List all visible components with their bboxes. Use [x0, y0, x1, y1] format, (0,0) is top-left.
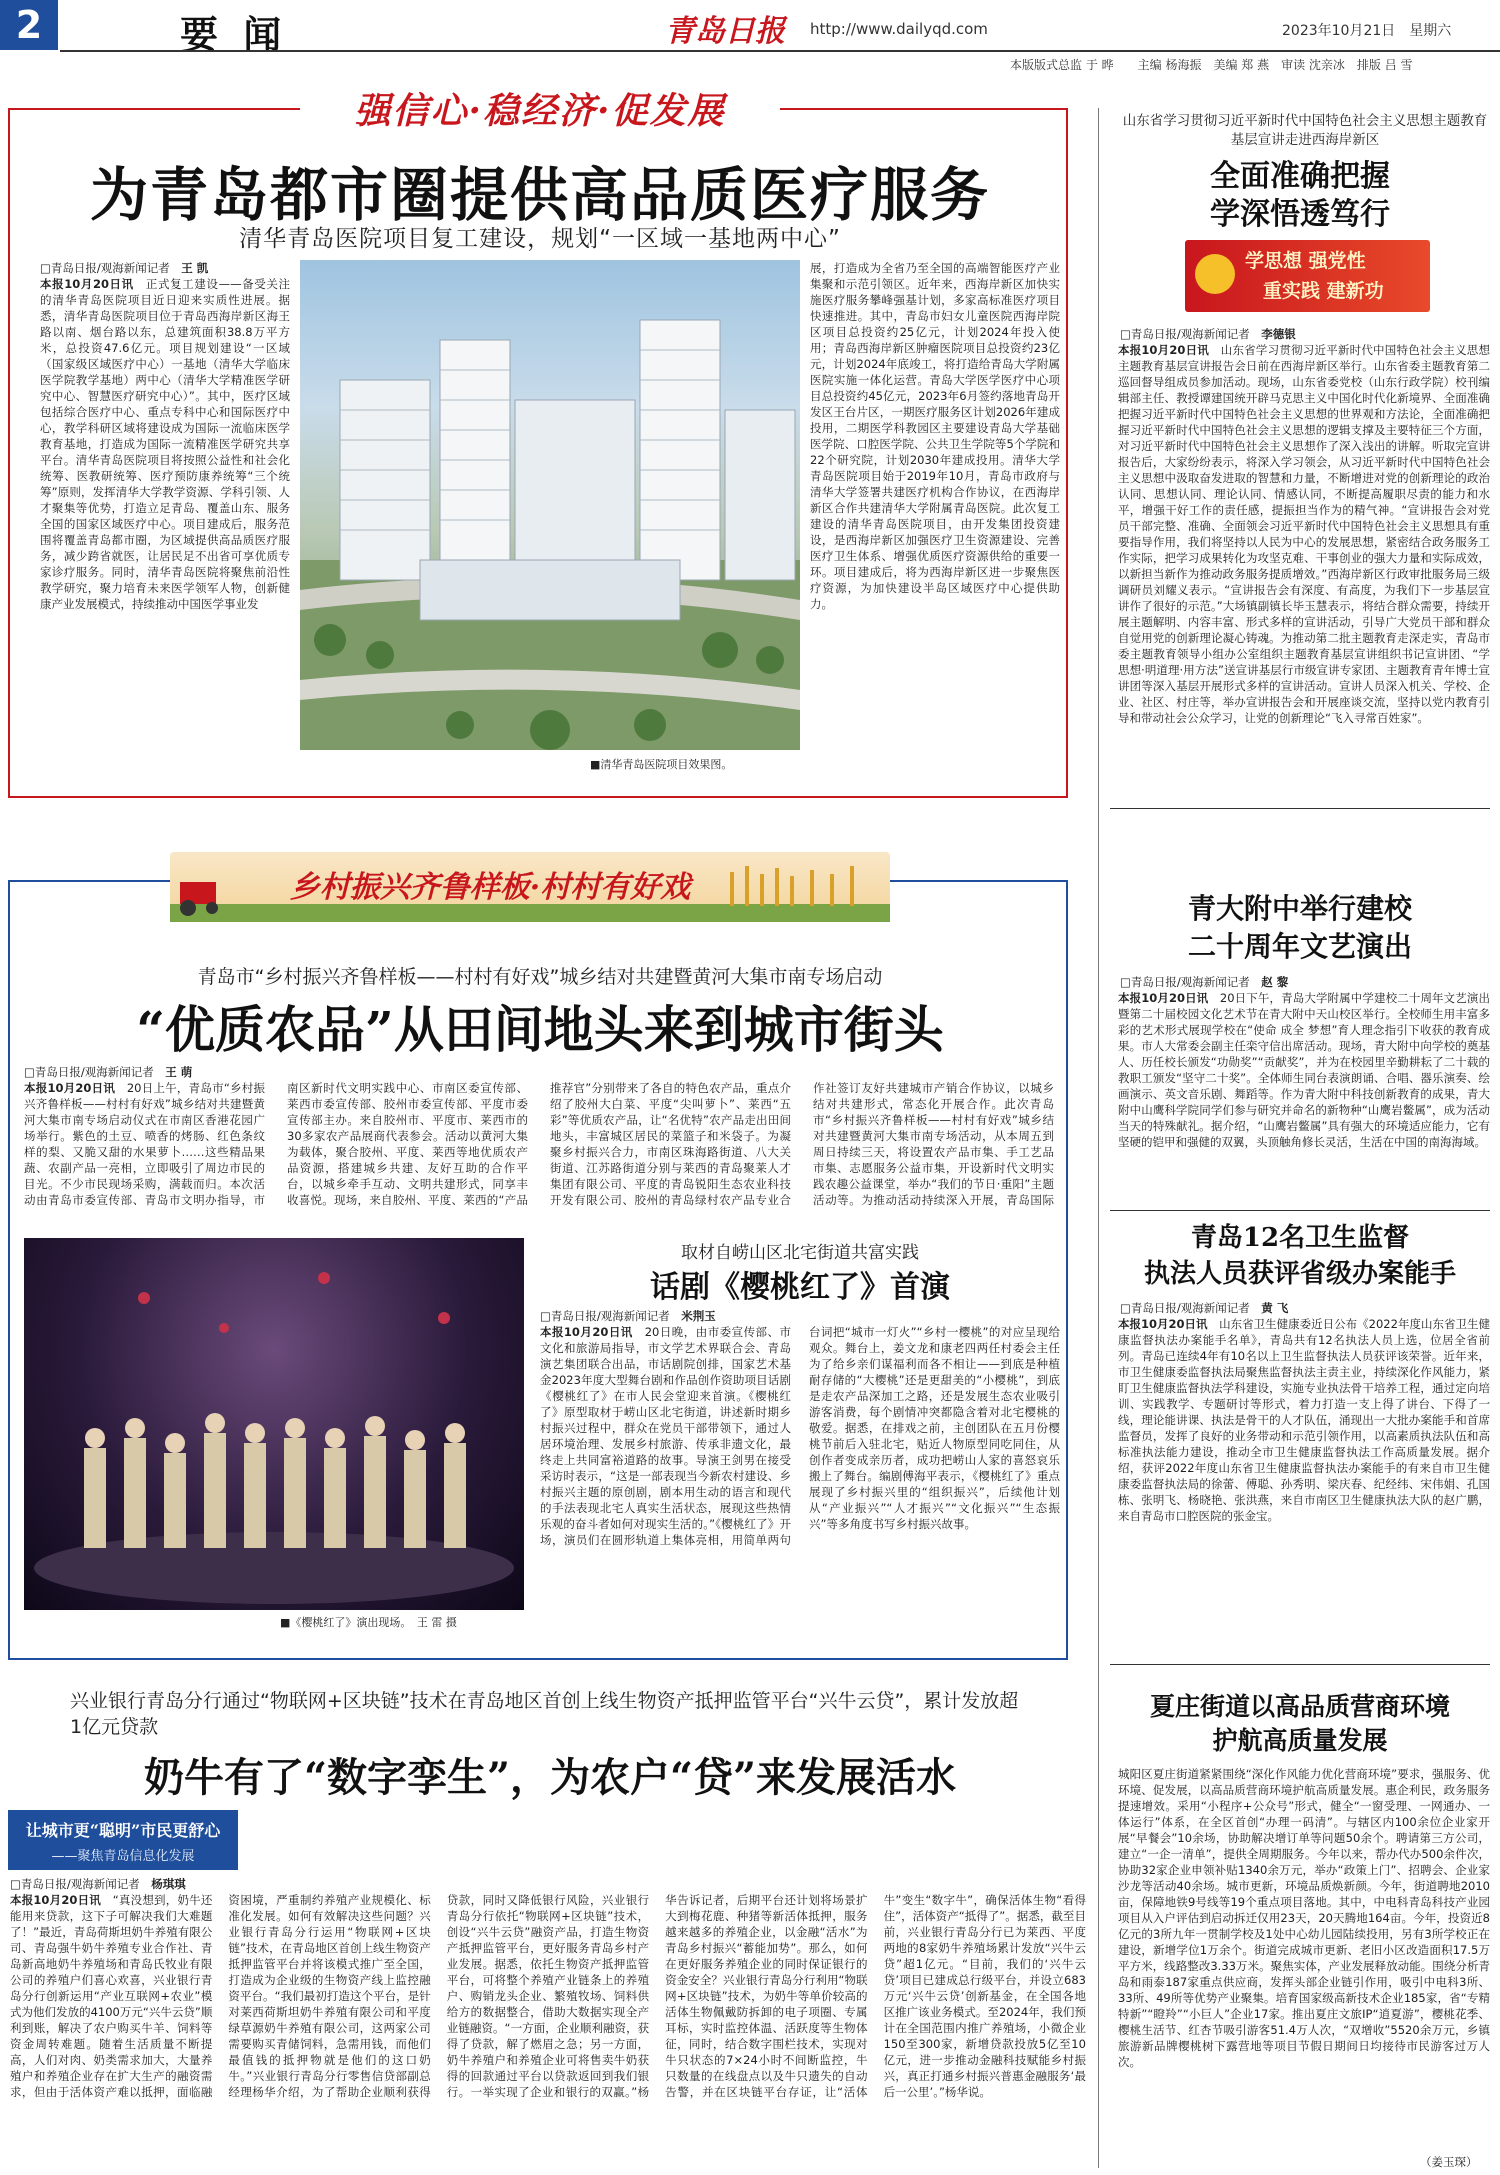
story3-byline: □青岛日报/观海新闻记者 杨琪琪 — [10, 1877, 186, 1891]
right4-signoff: （姜玉琛） — [1420, 2155, 1478, 2169]
story2-body: 本报10月20日讯 20日上午，青岛市“乡村振兴齐鲁样板——村村有好戏”城乡结对共建暨黄河大集市南专场启动仪式在市南区香港花园广场举行。紫色的土豆、喷香的烤肠、红色条纹样的梨、又脆又甜的水果萝卜……这些精品果蔬、农副产品一亮相，立即吸引了周边市民的目光。不少市民现场采购，满载而归。本次活动由青岛市委宣传部、青岛市文明办指导，市南区新时代文明实践中心、市南区委宣传部、莱西市委宣传部、胶州市委宣传部、平度市委宣传部主办。来自胶州市、平度市、莱西市的30多家农产品展商代表参会。活动以黄河大集为载体，聚合胶州、平度、莱西等地优质农产品资源，搭建城乡共建、友好互助的合作平台，以城乡牵手互动、文明共建形式，同享丰收喜悦。现场，来自胶州、平度、莱西的“产品推荐官”分别带来了各自的特色农产品，重点介绍了胶州大白菜、平度“尖叫萝卜”、莱西“五彩”等优质农产品，让“名优特”农产品走出田间地头，丰富城区居民的菜篮子和米袋子。为凝聚乡村振兴合力，市南区珠海路街道、八大关街道、江苏路街道分别与莱西的青岛聚莱人才集团有限公司、平度的青岛锐阳生态农业科技开发有限公司、胶州的青岛绿村农产品专业合作社签订友好共建城市产销合作协议，以城乡结对共建形式，常态化开展合作。此次青岛市“乡村振兴齐鲁样板——村村有好戏”城乡结对共建暨黄河大集市南专场活动，从本周五到周日持续三天，将设置农产品市集、手工艺品市集、志愿服务公益市集，开设新时代文明实践农趣公益课堂，举办“我们的节日·重阳”主题活动等。为推动活动持续深入开展，青岛国际 — [24, 1081, 1054, 1207]
sub-story-body: 本报10月20日讯 20日晚，由市委宣传部、市文化和旅游局指导，市文学艺术界联合会、青岛演艺集团联合出品，市话剧院创排，国家艺术基金2023年度大型舞台剧和作品创作资助项目话剧《樱桃红了》在市人民会堂迎来首演。《樱桃红了》原型取材于崂山区北宅街道，讲述新时期乡村振兴过程中，群众在党员干部带领下，通过人居环境治理、发展乡村旅游、传承非遗文化，最终走上共同富裕道路的故事。导演王剑男在接受采访时表示，“这是一部表现当今新农村建设、乡村振兴主题的原创剧，剧本用生动的语言和现代的手法表现北宅人真实生活状态，展现这些热情乐观的奋斗者如何对现实生活的。”《樱桃红了》开场，演员们在圆形轨道上集体亮相，用简单两句台词把“城市一灯火”“乡村一樱桃”的对应呈现给观众。舞台上，姜文龙和康老四两任村委会主任为了给乡亲们谋福利而各不相让——到底是种植耐存储的“大樱桃”还是更甜美的“小樱桃”，到底是走农产品深加工之路，还是发展生态农业吸引游客消费，每个剧情冲突都隐含着对北宅樱桃的敬爱。据悉，在排戏之前，主创团队在五月份樱桃节前后入驻北宅，贴近人物原型同吃同住，从创作者变成亲历者，成功把崂山人家的喜怒哀乐搬上了舞台。编剧傅海平表示，《樱桃红了》重点展现了乡村振兴里的“组织振兴”，后续他计划从“产业振兴”“人才振兴”“文化振兴”“生态振兴”等多角度书写乡村振兴故事。 — [540, 1325, 1060, 1547]
story1-headline: 为青岛都市圈提供高品质医疗服务 — [89, 161, 990, 229]
story2-byline: □青岛日报/观海新闻记者 王 萌 — [24, 1065, 193, 1079]
story1-banner: 强信心·稳经济·促发展 — [300, 82, 780, 140]
right1-headline: 全面准确把握 学深悟透笃行 — [1210, 159, 1390, 232]
hospital-photo-caption: ■清华青岛医院项目效果图。 — [590, 758, 733, 771]
right1-byline: □青岛日报/观海新闻记者 李德银 — [1120, 327, 1296, 341]
story3-body: 本报10月20日讯 “真没想到，奶牛还能用来贷款，这下子可解决我们大难题了！”最近，青岛荷斯坦奶牛养殖有限公司、青岛强牛奶牛养殖专业合作社、青岛新高地奶牛养殖场和青岛氏牧业有限公司的养殖户们喜心欢喜，兴业银行青岛分行创新运用“产业互联网+农业”模式为他们发放的4100万元“兴牛云贷”顺利到账，解决了农户购买牛羊、饲料等资金周转难题。随着生活质量不断提高，人们对肉、奶类需求加大，大量养殖户和养殖企业存在扩大生产的融资需求，但由于活体资产难以抵押，面临融资困境，严重制约养殖产业规模化、标准化发展。如何有效解决这些问题？兴业银行青岛分行运用“物联网+区块链”技术，在青岛地区首创上线生物资产抵押监管平台并将该模式推广至全国，打造成为企业级的生物资产线上监控融资平台。“我们最初打造这个平台，是针对莱西荷斯坦奶牛养殖有限公司和平度绿草源奶牛养殖有限公司，这两家公司需要购买青储饲料，急需用钱，而他们最值钱的抵押物就是他们的这口奶牛。”兴业银行青岛分行零售信贷部副总经理杨华介绍，为了帮助企业顺利获得贷款，同时又降低银行风险，兴业银行青岛分行依托“物联网+区块链”技术，创设“兴牛云贷”融资产品，打造生物资产抵押监管平台，更好服务青岛乡村产业发展。据悉，依托生物资产抵押监管平台，可将整个养殖产业链条上的养殖户、购销龙头企业、繁殖牧场、饲料供给方的数据整合，借助大数据实现全产业链融资。“一方面，企业顺利融资，获得了贷款，解了燃眉之急；另一方面，奶牛养殖户和养殖企业可将售卖牛奶获得的回款通过平台以贷款返回到我们银行。一举实现了企业和银行的双赢。”杨华告诉记者，后期平台还计划将场景扩大到梅花鹿、种猪等新活体抵押，服务越来越多的养殖企业，以金融“活水”为青岛乡村振兴“蓄能加势”。那么，如何在更好服务养殖企业的同时保证银行的资金安全？兴业银行青岛分行利用“物联网+区块链”技术，为奶牛等单价较高的活体生物佩戴防拆卸的电子项圈、专属耳标，实时监控体温、活跃度等生物体征，同时，结合数字围栏技术，实现对牛只状态的7×24小时不间断监控，牛只数量的在线盘点以及牛只遗失的自动告警，并在区块链平台存证，让“活体牛”变生“数字牛”，确保活体生物“看得住”，活体资产“抵得了”。据悉，截至目前，兴业银行青岛分行已为莱西、平度两地的8家奶牛养殖场累计发放“兴牛云贷”超1亿元。“目前，我们的‘兴牛云贷’项目已建成总行级平台，并设立683万元‘兴牛云贷’创新基金，在全国各地区推广该业务模式。至2024年，我们预计在全国范围内推广养殖场，小微企业150至300家，新增贷款投放5亿至10亿元，进一步推动金融科技赋能乡村振兴，真正打通乡村振兴普惠金融服务‘最后一公里’。”杨华说。 — [10, 1893, 1086, 2099]
sub-story-kicker: 取材自崂山区北宅街道共富实践 — [681, 1243, 919, 1263]
story1-subhead: 清华青岛医院项目复工建设，规划“一区域一基地两中心” — [239, 226, 841, 252]
sub-story-headline: 话剧《樱桃红了》首演 — [650, 1270, 950, 1305]
page-number-badge: 2 — [0, 0, 58, 50]
editor-credits: 本版版式总监 于 晔 主编 杨海振 美编 郑 燕 审读 沈亲冰 排版 吕 雪 — [1010, 58, 1413, 72]
right2-byline: □青岛日报/观海新闻记者 赵 黎 — [1120, 975, 1289, 989]
issue-date: 2023年10月21日 星期六 — [1282, 23, 1452, 39]
right4-headline: 夏庄街道以高品质营商环境 护航高质量发展 — [1149, 1692, 1450, 1755]
hospital-illustration — [300, 260, 800, 750]
story2-banner: 乡村振兴齐鲁样板·村村有好戏 — [170, 852, 890, 922]
stage-illustration — [24, 1238, 524, 1610]
right3-body: 本报10月20日讯 山东省卫生健康委近日公布《2022年度山东省卫生健康监督执法办案能手名单》，青岛共有12名执法人员上选，位居全省前列。青岛已连续4年有10名以上卫生监督执法人员获评该荣誉。近年来，市卫生健康委监督执法局聚焦监督执法主责主业，持续深化作风能力，紧盯卫生健康监督执法学科建设，实施专业执法骨干培养工程，通过定向培训、实践教学、专题研讨等形式，着力打造一支上得了讲台、下得了一线，理论能讲课、执法是骨干的人才队伍，涌现出一大批办案能手和首席监督员，发挥了良好的业务带动和示范引领作用，以高素质执法队伍和高标准执法能力建设，推动全市卫生健康监督执法工作高质量发展。据介绍，获评2022年度山东省卫生健康监督执法办案能手的有来自市卫生健康委监督执法局的徐蕾、傅聪、孙秀明、梁庆春、纪经纬、宋伟娟、孔国栋、张明飞、杨晓艳、张洪燕，来自市南区卫生健康执法大队的赵广鹏，来自青岛市口腔医院的张金宝。 — [1118, 1317, 1490, 1523]
paper-logo: 青岛日报 — [665, 14, 785, 49]
right3-byline: □青岛日报/观海新闻记者 黄 飞 — [1120, 1301, 1289, 1315]
theme-education-logo: 学思想 强党性 重实践 建新功 — [1185, 240, 1430, 312]
right3-headline: 青岛12名卫生监督 执法人员获评省级办案能手 — [1143, 1223, 1456, 1289]
party-emblem-icon — [1195, 254, 1235, 294]
paper-url: http://www.dailyqd.com — [810, 20, 988, 38]
story2-kicker: 青岛市“乡村振兴齐鲁样板——村村有好戏”城乡结对共建暨黄河大集市南专场启动 — [197, 966, 883, 988]
hospital-rendering-photo — [300, 260, 800, 750]
story2-headline: “优质农品”从田间地头来到城市街头 — [136, 1000, 944, 1059]
story3-kicker: 兴业银行青岛分行通过“物联网+区块链”技术在青岛地区首创上线生物资产抵押监管平台“兴牛云贷”，累计发放超1亿元贷款 — [70, 1690, 1019, 1738]
story3-headline: 奶牛有了“数字孪生”，为农户“贷”来发展活水 — [143, 1754, 957, 1801]
right1-body: 本报10月20日讯 山东省学习贯彻习近平新时代中国特色社会主义思想主题教育基层宣讲报告会日前在西海岸新区举行。山东省委主题教育第二巡回督导组成员参加活动。现场，山东省委党校（山东行政学院）校刊编辑部主任、教授谭建国统开辟马克思主义中国化时代化新境界、全面准确把握习近平新时代中国特色社会主义思想的世界观和方法论，全面准确把握习近平新时代中国特色社会主义思想的逻辑支撑及主要特征三个方面，对习近平新时代中国特色社会主义思想作了深入浅出的讲解。听取完宣讲报告后，大家纷纷表示，将深入学习领会，从习近平新时代中国特色社会主义思想中汲取奋发进取的智慧和力量，不断增进对党的创新理论的政治认同、思想认同、理论认同、情感认同，不断提高履职尽责的能力和水平，增强干好工作的责任感，提振担当作为的精气神。“宣讲报告会对党员干部完整、准确、全面领会习近平新时代中国特色社会主义思想具有重要指导作用，我们将坚持以人民为中心的发展思想，紧密结合政务服务工作实际，把学习成果转化为攻坚克难、干事创业的强大力量和实际成效，以新担当新作为推动政务服务提质增效。”西海岸新区行政审批服务局三级调研员刘耀义表示。“宣讲报告会有深度、有高度，为我们下一步基层宣讲作了很好的示范。”大场镇副镇长毕玉慧表示，将结合群众需要，持续开展主题解明、内容丰富、形式多样的宣讲活动，引导广大党员干部和群众自觉用党的创新理论凝心铸魂。为推动第二批主题教育走深走实，青岛市委主题教育领导小组办公室组织主题教育基层宣讲组织书记宣讲团、“学思想·明道理·用方法”送宣讲基层行市级宣讲专家团、主题教育青年博士宣讲团等深入基层开展形式多样的宣讲活动。宣讲人员深入机关、学校、企业、社区、村庄等，举办宣讲报告会和开展座谈交流，坚持以党内教育引导和带动社会公众学习，让党的创新理论“飞入寻常百姓家”。 — [1118, 343, 1490, 725]
right4-body: 城阳区夏庄街道紧紧围绕“深化作风能力优化营商环境”要求，强服务、优环境、促发展，以高品质营商环境护航高质量发展。惠企利民，政务服务提速增效。采用“小程序+公众号”形式，健全“一窗受理、一网通办、一体运行”体系，在全区首创“办理一码清”。与辖区内100余位企业家开展“早餐会”10余场，协助解决增订单等问题50余个。聘请第三方公司，建立“一企一清单”，提供全周期服务。今年以来，帮办代办500余件次，协助32家企业申领补贴1340余万元，举办“政策上门”、招聘会、企业家沙龙等活动40余场。城市更新，环境品质焕新颜。今年，街道聘地2010亩，保障地铁9号线等19个重点项目落地。其中，中电科青岛科技产业园项目从入户评估到启动拆迁仅用23天，20天腾地164亩。今年，投资近8亿元的3所九年一贯制学校及1处中心幼儿园陆续投用，另有3所学校正在建设，新增学位1万余个。街道完成城市更新、老旧小区改造面积17.5万平方米，线路整改3.33万米。聚焦实体，产业发展释放动能。围绕分析青岛和雨泰187家重点供应商，发挥头部企业链引作用，吸引中电科3所、33所、49所等优势产业聚集。培育国家级高新技术企业185家，省“专精特新”“瞪羚”“小巨人”企业17家。推出夏庄文旅IP“逍夏游”，樱桃花季、樱桃生活节、红杏节吸引游客51.4万人次，“双增收”5520余万元，乡镇旅游新品牌樱桃树下露营地等项目节假日期间日均接待市民游客过万人次。 — [1118, 1767, 1490, 2069]
story1-column-2: 展，打造成为全省乃至全国的高端智能医疗产业集聚和示范引领区。近年来，西海岸新区加快实施医疗服务攀峰强基计划，多家高标准医疗项目快速推进。其中，青岛市妇女儿童医院西海岸院区项目总投资约25亿元，计划2024年投入使用；青岛西海岸新区肿瘤医院项目总投资约23亿元，计划2024年底竣工，将打造给青岛大学附属医院实施一体化运营。青岛大学医学医疗中心项目总投资约45亿元，2023年6月签约落地青岛开发区王台片区，一期医疗服务区计划2026年建成投用，二期医学科教园区主要建设青岛大学基础医学院、口腔医学院、公共卫生学院等5个学院和22个研究院，计划2030年建成投用。清华大学青岛医院项目始于2019年10月，青岛市政府与清华大学签署共建医疗机构合作协议，在西海岸新区合作共建清华大学附属青岛医院。此次复工建设的清华青岛医院项目，由开发集团投资建设，是西海岸新区加强医疗卫生资源建设、完善医疗卫生体系、增强优质医疗资源供给的重要一环。项目建成后，将为西海岸新区进一步聚焦医疗资源，为加快建设半岛区域医疗中心提供助力。 — [810, 261, 1060, 611]
right2-headline: 青大附中举行建校 二十周年文艺演出 — [1187, 892, 1412, 963]
story1-byline: □青岛日报/观海新闻记者 王 凯 — [40, 261, 209, 275]
right2-body: 本报10月20日讯 20日下午，青岛大学附属中学建校二十周年文艺演出暨第二十届校园文化艺术节在青大附中天山校区举行。全校师生用丰富多彩的艺术形式展现学校在“使命 成全 梦想”育人理念指引下收获的教育成果。市人大常委会副主任栾守信出席活动。现场，青大附中向学校的奠基人、历任校长颁发“功勋奖”“贡献奖”，并为在校园里辛勤耕耘了二十载的教职工颁发“坚守二十奖”。全体师生同台表演朗诵、合唱、器乐演奏、绘画演示、英文音乐剧、舞蹈等。作为青大附中科技创新教育的成果，青大附中山鹰科学院同学们参与研究并命名的新物种“山鹰岩鳖属”，成为活动当天的特殊献礼。据介绍，“山鹰岩鳖属”具有强大的环境适应能力，它有坚硬的铠甲和强健的双翼，头顶触角修长灵活，生活在中国的南海海域。 — [1118, 991, 1490, 1149]
story1-column-1: 本报10月20日讯 正式复工建设——备受关注的清华青岛医院项目近日迎来实质性进展。据悉，清华青岛医院项目位于青岛西海岸新区海王路以南、烟台路以东，总建筑面积38.8万平方米，总投资47.6亿元。项目规划建设“一区域（国家级区域医疗中心）一基地（清华大学临床医学院教学基地）两中心（清华大学精准医学研究中心、智慧医疗研究中心）”。其中，医疗区域包括综合医疗中心、重点专科中心和国际医疗中心，教学科研区域将建设成为国际一流临床医学教育基地，打造成为国际一流精准医学研究共享平台。清华青岛医院项目将按照公益性和社会化统筹、医教研统筹、医疗预防康养统筹“三个统筹”原则，发挥清华大学教学资源、学科引领、人才聚集等优势，打造立足青岛、覆盖山东、服务全国的国家区域医疗中心。项目建成后，服务范围将覆盖青岛都市圈，为区域提供高品质医疗服务，减少跨省就医，让居民足不出省可享优质专家诊疗服务。同时，清华青岛医院将聚焦前沿性教学研究，聚力培育未来医学领军人物，创新健康产业发展模式，持续推动中国医学事业发 — [40, 277, 290, 611]
stage-photo-caption: ■《樱桃红了》演出现场。 王 雷 摄 — [280, 1616, 457, 1629]
right1-kicker: 山东省学习贯彻习近平新时代中国特色社会主义思想主题教育基层宣讲走进西海岸新区 — [1122, 113, 1488, 148]
stage-performance-photo — [24, 1238, 524, 1610]
sub-story-byline: □青岛日报/观海新闻记者 米荆玉 — [540, 1309, 716, 1323]
section-title: 要 闻 — [180, 12, 288, 57]
column-tag-box: 让城市更“聪明”市民更舒心 ——聚焦青岛信息化发展 — [8, 1810, 238, 1870]
